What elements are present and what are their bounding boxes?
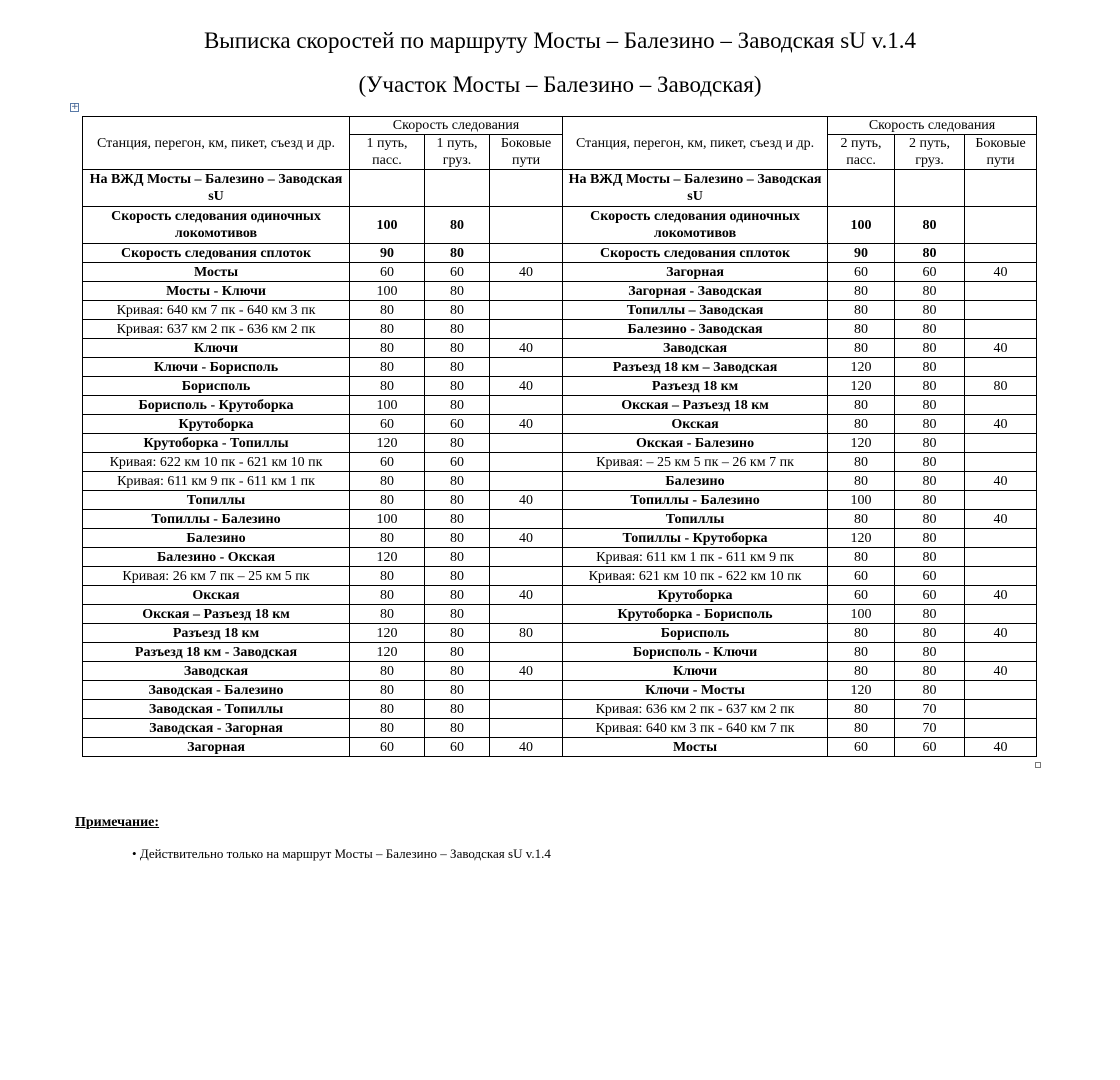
cell-location-right: Балезино [563, 472, 828, 491]
cell-speed-track1-freight: 80 [425, 472, 490, 491]
cell-speed-side-left: 40 [490, 263, 563, 282]
cell-speed-track1-pass: 80 [350, 719, 425, 738]
cell-speed-track2-pass: 90 [828, 244, 895, 263]
cell-speed-track1-freight: 80 [425, 662, 490, 681]
cell-speed-side-left: 40 [490, 662, 563, 681]
cell-speed-side-left [490, 605, 563, 624]
cell-speed-side-right [965, 643, 1037, 662]
cell-speed-track2-pass: 100 [828, 207, 895, 244]
cell-speed-side-right: 40 [965, 586, 1037, 605]
cell-speed-track2-freight: 80 [895, 491, 965, 510]
cell-location-right: Загорная [563, 263, 828, 282]
cell-location-right: Ключи - Мосты [563, 681, 828, 700]
cell-speed-track1-pass: 120 [350, 624, 425, 643]
header-track1-freight: 1 путь, груз. [425, 135, 490, 170]
document-subtitle: (Участок Мосты – Балезино – Заводская) [358, 72, 762, 97]
cell-speed-track2-pass: 80 [828, 453, 895, 472]
cell-location-left: Разъезд 18 км [83, 624, 350, 643]
cell-speed-track2-freight: 70 [895, 700, 965, 719]
cell-location-left: Заводская - Балезино [83, 681, 350, 700]
cell-speed-side-left [490, 681, 563, 700]
cell-location-left: Борисполь [83, 377, 350, 396]
cell-speed-side-right [965, 244, 1037, 263]
cell-location-right: Топиллы – Заводская [563, 301, 828, 320]
table-header [83, 117, 1037, 170]
cell-speed-side-left [490, 700, 563, 719]
cell-speed-track2-freight: 80 [895, 453, 965, 472]
table-row [83, 510, 1037, 529]
cell-speed-side-left [490, 510, 563, 529]
cell-speed-track2-freight: 60 [895, 263, 965, 282]
cell-location-right: Крутоборка - Борисполь [563, 605, 828, 624]
cell-speed-track1-freight: 80 [425, 320, 490, 339]
cell-location-left: Кривая: 26 км 7 пк – 25 км 5 пк [83, 567, 350, 586]
table-row [83, 396, 1037, 415]
table-row [83, 472, 1037, 491]
cell-speed-track1-freight: 80 [425, 567, 490, 586]
cell-speed-track2-freight: 60 [895, 567, 965, 586]
cell-speed-track1-freight [425, 170, 490, 207]
cell-speed-track1-pass: 90 [350, 244, 425, 263]
note-label: Примечание: [75, 815, 160, 830]
table-row [83, 491, 1037, 510]
cell-location-right: Заводская [563, 339, 828, 358]
cell-location-left: Ключи [83, 339, 350, 358]
table-row [83, 548, 1037, 567]
cell-speed-track1-pass: 80 [350, 472, 425, 491]
cell-location-right: Кривая: 640 км 3 пк - 640 км 7 пк [563, 719, 828, 738]
cell-speed-track1-pass: 60 [350, 263, 425, 282]
table-row [83, 434, 1037, 453]
cell-speed-track1-freight: 60 [425, 415, 490, 434]
cell-speed-track2-freight: 60 [895, 738, 965, 757]
cell-location-left: Балезино [83, 529, 350, 548]
cell-speed-track1-freight: 80 [425, 605, 490, 624]
cell-speed-track2-pass: 120 [828, 529, 895, 548]
cell-location-left: Мосты - Ключи [83, 282, 350, 301]
cell-speed-track1-freight: 80 [425, 244, 490, 263]
cell-speed-track1-pass: 100 [350, 510, 425, 529]
cell-speed-side-right [965, 170, 1037, 207]
cell-speed-track1-freight: 80 [425, 529, 490, 548]
cell-speed-track1-freight: 80 [425, 301, 490, 320]
cell-location-left: Топиллы [83, 491, 350, 510]
cell-location-left: Заводская - Топиллы [83, 700, 350, 719]
cell-speed-track1-freight: 80 [425, 681, 490, 700]
cell-speed-track1-pass: 120 [350, 434, 425, 453]
cell-speed-track2-freight: 80 [895, 681, 965, 700]
cell-speed-track1-pass [350, 170, 425, 207]
cell-speed-track1-pass: 100 [350, 282, 425, 301]
cell-speed-track2-pass: 80 [828, 700, 895, 719]
cell-location-right: Топиллы - Балезино [563, 491, 828, 510]
cell-speed-side-right [965, 567, 1037, 586]
table-row [83, 320, 1037, 339]
cell-location-left: Окская [83, 586, 350, 605]
cell-speed-side-right [965, 396, 1037, 415]
cell-location-left: Загорная [83, 738, 350, 757]
cell-speed-track1-pass: 120 [350, 548, 425, 567]
cell-speed-side-left: 80 [490, 624, 563, 643]
cell-speed-side-left: 40 [490, 415, 563, 434]
cell-speed-track1-pass: 80 [350, 301, 425, 320]
cell-location-left: Заводская - Загорная [83, 719, 350, 738]
cell-location-right: Окская - Балезино [563, 434, 828, 453]
cell-speed-track2-pass: 80 [828, 396, 895, 415]
cell-location-right: Борисполь [563, 624, 828, 643]
cell-speed-track2-freight: 80 [895, 339, 965, 358]
header-track1-pass: 1 путь, пасс. [350, 135, 425, 170]
cell-speed-track2-freight: 80 [895, 548, 965, 567]
cell-location-right: Скорость следования одиночных локомотивов [563, 207, 828, 244]
cell-speed-side-left [490, 282, 563, 301]
cell-speed-track2-freight: 80 [895, 643, 965, 662]
table-row [83, 415, 1037, 434]
cell-location-left: Кривая: 637 км 2 пк - 636 км 2 пк [83, 320, 350, 339]
cell-speed-side-right: 40 [965, 415, 1037, 434]
cell-speed-track1-pass: 80 [350, 700, 425, 719]
cell-speed-side-right [965, 529, 1037, 548]
cell-location-right: Ключи [563, 662, 828, 681]
header-track2-freight: 2 путь, груз. [895, 135, 965, 170]
document-title: Выписка скоростей по маршруту Мосты – Балезино – Заводская sU v.1.4 [203, 28, 917, 53]
table-row [83, 605, 1037, 624]
cell-location-right: На ВЖД Мосты – Балезино – Заводская sU [563, 170, 828, 207]
cell-speed-track1-pass: 80 [350, 605, 425, 624]
cell-location-right: Разъезд 18 км [563, 377, 828, 396]
cell-speed-track2-pass: 100 [828, 605, 895, 624]
cell-speed-track1-freight: 80 [425, 434, 490, 453]
header-location-left: Станция, перегон, км, пикет, съезд и др. [83, 117, 350, 170]
header-speed-group-right: Скорость следования [828, 117, 1037, 135]
header-track2-pass: 2 путь, пасс. [828, 135, 895, 170]
table-row [83, 244, 1037, 263]
cell-speed-side-right: 40 [965, 662, 1037, 681]
cell-speed-side-left [490, 472, 563, 491]
table-row [83, 643, 1037, 662]
cell-speed-track2-pass: 80 [828, 472, 895, 491]
note-text: Действительно только на маршрут Мосты – Балезино – Заводская sU v.1.4 [139, 846, 551, 861]
cell-speed-track2-pass: 120 [828, 377, 895, 396]
cell-speed-track1-freight: 80 [425, 643, 490, 662]
cell-speed-track1-freight: 80 [425, 207, 490, 244]
table-row [83, 624, 1037, 643]
cell-speed-track1-pass: 60 [350, 453, 425, 472]
cell-speed-track2-freight: 80 [895, 396, 965, 415]
cell-location-left: Балезино - Окская [83, 548, 350, 567]
cell-speed-track1-freight: 80 [425, 624, 490, 643]
table-row [83, 282, 1037, 301]
bullet-icon: • [132, 846, 137, 861]
cell-speed-track2-freight [895, 170, 965, 207]
table-row [83, 377, 1037, 396]
cell-location-left: Заводская [83, 662, 350, 681]
table-row [83, 567, 1037, 586]
cell-speed-side-right [965, 681, 1037, 700]
cell-location-right: Балезино - Заводская [563, 320, 828, 339]
cell-speed-track2-pass: 80 [828, 719, 895, 738]
header-speed-group-left: Скорость следования [350, 117, 563, 135]
cell-speed-track1-pass: 80 [350, 586, 425, 605]
cell-speed-track2-freight: 70 [895, 719, 965, 738]
cell-speed-side-right: 40 [965, 263, 1037, 282]
cell-speed-side-right: 40 [965, 472, 1037, 491]
cell-location-left: Борисполь - Крутоборка [83, 396, 350, 415]
cell-location-left: Кривая: 622 км 10 пк - 621 км 10 пк [83, 453, 350, 472]
cell-speed-track2-freight: 80 [895, 529, 965, 548]
cell-speed-side-left [490, 396, 563, 415]
cell-speed-side-left [490, 207, 563, 244]
cell-speed-track2-pass: 80 [828, 510, 895, 529]
cell-location-left: Скорость следования одиночных локомотивов [83, 207, 350, 244]
cell-speed-side-right [965, 301, 1037, 320]
header-location-right: Станция, перегон, км, пикет, съезд и др. [563, 117, 828, 170]
table-row [83, 263, 1037, 282]
cell-speed-side-right [965, 282, 1037, 301]
cell-location-right: Разъезд 18 км – Заводская [563, 358, 828, 377]
cell-speed-track1-pass: 80 [350, 662, 425, 681]
cell-location-right: Кривая: 636 км 2 пк - 637 км 2 пк [563, 700, 828, 719]
cell-location-left: Разъезд 18 км - Заводская [83, 643, 350, 662]
cell-speed-side-right [965, 491, 1037, 510]
cell-speed-side-left: 40 [490, 377, 563, 396]
cell-speed-track2-freight: 80 [895, 282, 965, 301]
cell-speed-side-left: 40 [490, 339, 563, 358]
cell-speed-side-left: 40 [490, 738, 563, 757]
cell-speed-track2-pass: 60 [828, 567, 895, 586]
cell-speed-side-left [490, 643, 563, 662]
cell-speed-track2-pass: 80 [828, 282, 895, 301]
cell-speed-side-right [965, 320, 1037, 339]
cell-speed-track2-pass: 80 [828, 301, 895, 320]
cell-speed-side-right: 40 [965, 624, 1037, 643]
table-row [83, 681, 1037, 700]
table-row [83, 301, 1037, 320]
cell-location-left: Мосты [83, 263, 350, 282]
cell-speed-track1-freight: 60 [425, 263, 490, 282]
cell-speed-track2-freight: 80 [895, 320, 965, 339]
cell-speed-track1-freight: 80 [425, 700, 490, 719]
cell-speed-track2-pass: 60 [828, 586, 895, 605]
cell-speed-side-left [490, 434, 563, 453]
cell-location-right: Борисполь - Ключи [563, 643, 828, 662]
cell-speed-side-right [965, 548, 1037, 567]
table-move-handle-icon[interactable]: + [71, 102, 79, 112]
cell-speed-track1-pass: 100 [350, 207, 425, 244]
table-body [83, 170, 1037, 757]
header-side-tracks-right: Боковые пути [965, 135, 1037, 170]
cell-speed-track1-freight: 80 [425, 377, 490, 396]
cell-speed-track1-freight: 80 [425, 282, 490, 301]
cell-speed-track1-freight: 80 [425, 548, 490, 567]
cell-speed-track2-pass: 100 [828, 491, 895, 510]
table-row [83, 662, 1037, 681]
cell-speed-track1-freight: 80 [425, 339, 490, 358]
cell-speed-side-right [965, 700, 1037, 719]
cell-location-right: Окская [563, 415, 828, 434]
table-row [83, 170, 1037, 207]
cell-location-right: Мосты [563, 738, 828, 757]
cell-location-left: Окская – Разъезд 18 км [83, 605, 350, 624]
cell-speed-track2-pass: 120 [828, 681, 895, 700]
cell-location-right: Кривая: 621 км 10 пк - 622 км 10 пк [563, 567, 828, 586]
cell-speed-track2-freight: 80 [895, 510, 965, 529]
table-row [83, 207, 1037, 244]
cell-speed-track2-freight: 80 [895, 605, 965, 624]
cell-location-left: Скорость следования сплоток [83, 244, 350, 263]
cell-speed-track2-pass: 80 [828, 643, 895, 662]
cell-location-left: Ключи - Борисполь [83, 358, 350, 377]
table-row [83, 586, 1037, 605]
cell-speed-side-left [490, 567, 563, 586]
cell-speed-track2-freight: 80 [895, 358, 965, 377]
cell-speed-track2-freight: 60 [895, 586, 965, 605]
cell-speed-track1-freight: 80 [425, 510, 490, 529]
cell-speed-track2-pass: 80 [828, 548, 895, 567]
table-row [83, 453, 1037, 472]
cell-location-right: Загорная - Заводская [563, 282, 828, 301]
cell-speed-side-right [965, 453, 1037, 472]
table-row [83, 738, 1037, 757]
cell-speed-side-right [965, 207, 1037, 244]
cell-speed-track1-freight: 80 [425, 396, 490, 415]
cell-speed-track1-freight: 80 [425, 719, 490, 738]
cell-speed-track2-pass: 80 [828, 624, 895, 643]
cell-speed-track2-freight: 80 [895, 244, 965, 263]
cell-speed-track2-pass: 80 [828, 320, 895, 339]
cell-speed-side-left: 40 [490, 586, 563, 605]
cell-speed-track1-freight: 80 [425, 358, 490, 377]
cell-speed-track1-pass: 60 [350, 415, 425, 434]
cell-speed-track1-pass: 80 [350, 377, 425, 396]
table-row [83, 339, 1037, 358]
cell-speed-side-left: 40 [490, 529, 563, 548]
table-row [83, 719, 1037, 738]
speed-table [82, 116, 1037, 757]
cell-speed-side-right [965, 434, 1037, 453]
cell-speed-side-right: 40 [965, 738, 1037, 757]
cell-location-right: Кривая: 611 км 1 пк - 611 км 9 пк [563, 548, 828, 567]
cell-speed-side-right [965, 605, 1037, 624]
cell-location-right: Кривая: – 25 км 5 пк – 26 км 7 пк [563, 453, 828, 472]
cell-speed-track2-pass: 60 [828, 738, 895, 757]
cell-speed-track1-pass: 80 [350, 358, 425, 377]
cell-location-right: Скорость следования сплоток [563, 244, 828, 263]
cell-speed-track1-pass: 80 [350, 339, 425, 358]
cell-speed-track2-freight: 80 [895, 434, 965, 453]
cell-location-left: Крутоборка - Топиллы [83, 434, 350, 453]
cell-speed-side-right: 40 [965, 510, 1037, 529]
note-item [132, 846, 551, 862]
cell-location-right: Окская – Разъезд 18 км [563, 396, 828, 415]
cell-location-right: Топиллы - Крутоборка [563, 529, 828, 548]
cell-speed-track2-pass: 80 [828, 415, 895, 434]
cell-location-right: Топиллы [563, 510, 828, 529]
cell-location-left: Кривая: 611 км 9 пк - 611 км 1 пк [83, 472, 350, 491]
cell-location-left: Топиллы - Балезино [83, 510, 350, 529]
cell-speed-track1-pass: 80 [350, 529, 425, 548]
cell-speed-side-left [490, 548, 563, 567]
table-row [83, 358, 1037, 377]
cell-speed-track1-freight: 80 [425, 586, 490, 605]
cell-speed-side-left [490, 244, 563, 263]
header-side-tracks-left: Боковые пути [490, 135, 563, 170]
cell-location-left: На ВЖД Мосты – Балезино – Заводская sU [83, 170, 350, 207]
table-resize-handle[interactable] [1035, 762, 1041, 768]
cell-speed-track2-freight: 80 [895, 662, 965, 681]
cell-speed-track2-pass: 80 [828, 662, 895, 681]
cell-speed-track2-freight: 80 [895, 624, 965, 643]
cell-speed-track2-pass: 120 [828, 358, 895, 377]
cell-speed-side-left [490, 719, 563, 738]
cell-speed-side-left: 40 [490, 491, 563, 510]
cell-speed-side-right: 40 [965, 339, 1037, 358]
cell-speed-side-left [490, 170, 563, 207]
cell-speed-track1-pass: 100 [350, 396, 425, 415]
cell-location-left: Кривая: 640 км 7 пк - 640 км 3 пк [83, 301, 350, 320]
cell-speed-track1-pass: 60 [350, 738, 425, 757]
cell-speed-track2-freight: 80 [895, 472, 965, 491]
cell-speed-track1-freight: 60 [425, 738, 490, 757]
cell-speed-track2-freight: 80 [895, 301, 965, 320]
cell-speed-track2-freight: 80 [895, 377, 965, 396]
cell-location-right: Крутоборка [563, 586, 828, 605]
cell-speed-side-right [965, 719, 1037, 738]
cell-location-left: Крутоборка [83, 415, 350, 434]
cell-speed-track2-pass: 60 [828, 263, 895, 282]
cell-speed-track2-freight: 80 [895, 415, 965, 434]
cell-speed-side-left [490, 453, 563, 472]
cell-speed-track2-freight: 80 [895, 207, 965, 244]
cell-speed-track1-pass: 80 [350, 567, 425, 586]
cell-speed-side-left [490, 320, 563, 339]
cell-speed-track1-pass: 80 [350, 320, 425, 339]
cell-speed-track1-freight: 80 [425, 491, 490, 510]
cell-speed-side-right: 80 [965, 377, 1037, 396]
cell-speed-side-right [965, 358, 1037, 377]
cell-speed-track1-pass: 80 [350, 491, 425, 510]
cell-speed-side-left [490, 301, 563, 320]
cell-speed-track2-pass: 80 [828, 339, 895, 358]
cell-speed-track1-freight: 60 [425, 453, 490, 472]
table-row [83, 700, 1037, 719]
cell-speed-track2-pass: 120 [828, 434, 895, 453]
cell-speed-track2-pass [828, 170, 895, 207]
table-row [83, 529, 1037, 548]
cell-speed-track1-pass: 120 [350, 643, 425, 662]
cell-speed-track1-pass: 80 [350, 681, 425, 700]
cell-speed-side-left [490, 358, 563, 377]
